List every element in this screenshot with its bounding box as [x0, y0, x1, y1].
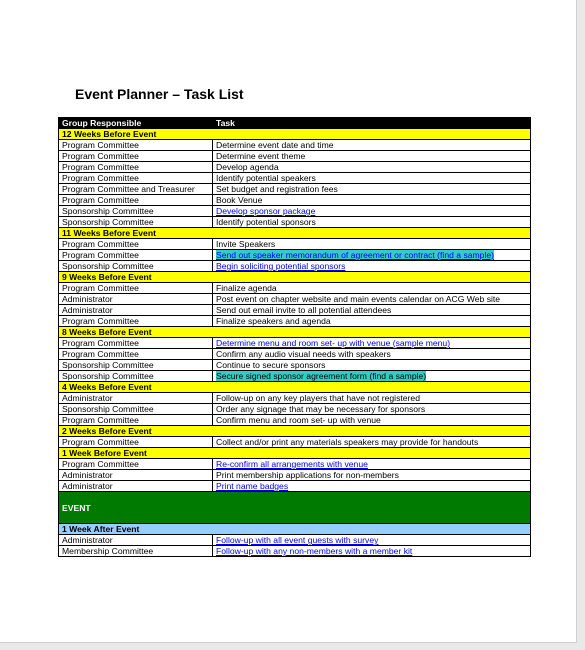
task-cell: Print membership applications for non-members: [213, 470, 531, 481]
group-cell: Program Committee: [59, 459, 213, 470]
table-row: [59, 393, 531, 404]
event-label: EVENT: [59, 492, 531, 524]
table-row: [59, 239, 531, 250]
group-cell: Membership Committee: [59, 546, 213, 557]
task-cell: Post event on chapter website and main events calendar on ACG Web site: [213, 294, 531, 305]
group-cell: Program Committee: [59, 437, 213, 448]
section-header-row: [59, 129, 531, 140]
group-cell: Program Committee: [59, 195, 213, 206]
task-cell: Set budget and registration fees: [213, 184, 531, 195]
task-cell: Identify potential speakers: [213, 173, 531, 184]
task-cell: Continue to secure sponsors: [213, 360, 531, 371]
table-row: [59, 195, 531, 206]
task-cell: [213, 546, 531, 557]
group-cell: Program Committee: [59, 140, 213, 151]
section-label: 11 Weeks Before Event: [59, 228, 531, 239]
task-cell: Collect and/or print any materials speakers may provide for handouts: [213, 437, 531, 448]
task-link[interactable]: Develop sponsor package: [216, 206, 316, 216]
table-row: [59, 437, 531, 448]
task-cell: Finalize agenda: [213, 283, 531, 294]
section-header-row: [59, 228, 531, 239]
group-cell: Program Committee: [59, 349, 213, 360]
task-link[interactable]: Follow-up with any non-members with a member kit: [216, 546, 413, 556]
table-row: [59, 360, 531, 371]
section-label: 9 Weeks Before Event: [59, 272, 531, 283]
table-row: [59, 404, 531, 415]
section-header-row: [59, 448, 531, 459]
table-row: [59, 459, 531, 470]
task-cell: Follow-up on any key players that have not registered: [213, 393, 531, 404]
table-row: [59, 206, 531, 217]
task-cell: Develop agenda: [213, 162, 531, 173]
group-cell: Administrator: [59, 535, 213, 546]
task-cell: Order any signage that may be necessary for sponsors: [213, 404, 531, 415]
table-row: [59, 294, 531, 305]
task-cell: Book Venue: [213, 195, 531, 206]
section-label: 4 Weeks Before Event: [59, 382, 531, 393]
task-table: [58, 117, 531, 557]
table-row: [59, 250, 531, 261]
column-header-task: Task: [213, 118, 531, 129]
section-label: 2 Weeks Before Event: [59, 426, 531, 437]
section-header-row: [59, 382, 531, 393]
group-cell: Program Committee: [59, 338, 213, 349]
task-link[interactable]: Print name badges: [216, 481, 289, 491]
table-row: [59, 261, 531, 272]
task-cell: [213, 206, 531, 217]
group-cell: Administrator: [59, 470, 213, 481]
task-cell: Determine event date and time: [213, 140, 531, 151]
task-cell: [213, 459, 531, 470]
task-cell: Identify potential sponsors: [213, 217, 531, 228]
task-cell: Send out email invite to all potential attendees: [213, 305, 531, 316]
table-header-row: [59, 118, 531, 129]
task-link[interactable]: Follow-up with all event guests with survey: [216, 535, 379, 545]
section-label: 12 Weeks Before Event: [59, 129, 531, 140]
table-row: [59, 217, 531, 228]
group-cell: Sponsorship Committee: [59, 371, 213, 382]
table-row: [59, 371, 531, 382]
section-label: 1 Week Before Event: [59, 448, 531, 459]
task-cell: [213, 250, 531, 261]
table-row: [59, 305, 531, 316]
event-row: [59, 492, 531, 524]
table-row: [59, 151, 531, 162]
table-row: [59, 338, 531, 349]
group-cell: Program Committee: [59, 173, 213, 184]
group-cell: Program Committee: [59, 283, 213, 294]
table-row: [59, 162, 531, 173]
group-cell: Program Committee and Treasurer: [59, 184, 213, 195]
group-cell: Program Committee: [59, 162, 213, 173]
task-link[interactable]: Begin soliciting potential sponsors: [216, 261, 346, 271]
task-cell: Determine event theme: [213, 151, 531, 162]
section-label: 8 Weeks Before Event: [59, 327, 531, 338]
page-title: Event Planner – Task List: [75, 86, 244, 102]
group-cell: Program Committee: [59, 415, 213, 426]
table-row: [59, 184, 531, 195]
section-label: 1 Week After Event: [59, 524, 531, 535]
section-header-row: [59, 524, 531, 535]
group-cell: Administrator: [59, 393, 213, 404]
task-cell: [213, 261, 531, 272]
group-cell: Program Committee: [59, 250, 213, 261]
table-row: [59, 546, 531, 557]
task-cell: [213, 371, 531, 382]
table-row: [59, 173, 531, 184]
task-cell: [213, 535, 531, 546]
table-row: [59, 535, 531, 546]
table-row: [59, 481, 531, 492]
group-cell: Program Committee: [59, 151, 213, 162]
section-header-row: [59, 327, 531, 338]
table-row: [59, 470, 531, 481]
group-cell: Administrator: [59, 294, 213, 305]
task-cell: Confirm any audio visual needs with speakers: [213, 349, 531, 360]
task-highlighted-text[interactable]: Secure signed sponsor agreement form (find a sample): [216, 371, 427, 381]
section-header-row: [59, 426, 531, 437]
task-cell: Invite Speakers: [213, 239, 531, 250]
task-link[interactable]: Re-confirm all arrangements with venue: [216, 459, 368, 469]
task-cell: Confirm menu and room set- up with venue: [213, 415, 531, 426]
group-cell: Administrator: [59, 481, 213, 492]
group-cell: Sponsorship Committee: [59, 261, 213, 272]
task-cell: Finalize speakers and agenda: [213, 316, 531, 327]
table-row: [59, 415, 531, 426]
task-link[interactable]: Determine menu and room set- up with venue (sample menu): [216, 338, 451, 348]
task-cell: [213, 338, 531, 349]
group-cell: Program Committee: [59, 239, 213, 250]
table-row: [59, 283, 531, 294]
table-row: [59, 316, 531, 327]
group-cell: Program Committee: [59, 316, 213, 327]
group-cell: Sponsorship Committee: [59, 360, 213, 371]
group-cell: Sponsorship Committee: [59, 404, 213, 415]
group-cell: Sponsorship Committee: [59, 217, 213, 228]
group-cell: Sponsorship Committee: [59, 206, 213, 217]
column-header-group: Group Responsible: [59, 118, 213, 129]
table-row: [59, 349, 531, 360]
table-row: [59, 140, 531, 151]
task-link[interactable]: Send out speaker memorandum of agreement or contract (find a sample): [216, 250, 495, 260]
section-header-row: [59, 272, 531, 283]
group-cell: Administrator: [59, 305, 213, 316]
task-cell: [213, 481, 531, 492]
